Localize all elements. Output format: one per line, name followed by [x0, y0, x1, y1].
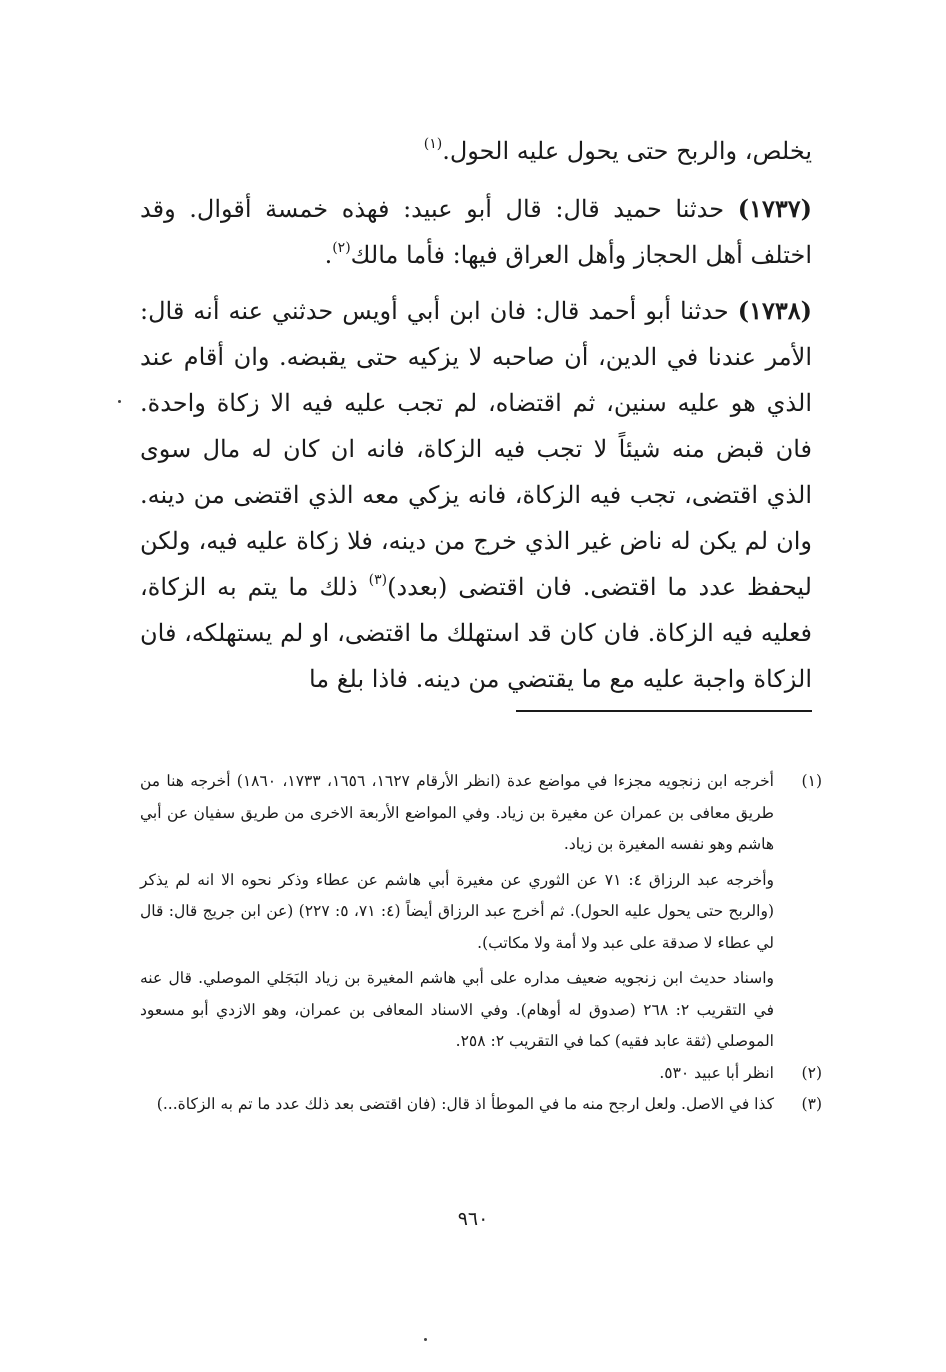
footnote-body — [140, 766, 774, 1058]
footnote-ref-3: (٣) — [368, 572, 388, 588]
paragraph-text: يخلص، والربح حتى يحول عليه الحول. — [442, 137, 812, 165]
paragraph-continuation — [140, 128, 812, 180]
footnote-number: (١) — [801, 772, 822, 790]
page-number: ٩٦٠ — [457, 1208, 489, 1230]
footnote-body — [140, 1089, 774, 1121]
paragraph-text-end: . — [324, 241, 333, 269]
paragraph-1737 — [140, 186, 812, 282]
paragraph-text: حدثنا حميد قال: قال أبو عبيد: فهذه خمسة أقوال. وقد اختلف أهل الحجاز وأهل العراق فيها: فأما مالك — [140, 195, 812, 269]
footnote-3 — [140, 1089, 822, 1121]
footnote-ref-1: (١) — [423, 136, 443, 152]
scan-speck — [424, 1338, 427, 1341]
footnote-paragraph: كذا في الاصل. ولعل ارجح منه ما في الموطأ اذ قال: (فان اقتضى بعد ذلك عدد ما تم به الزكاة...) — [156, 1095, 774, 1113]
footnote-number: (٢) — [801, 1063, 822, 1082]
footnote-1 — [140, 766, 822, 1058]
scan-speck — [118, 400, 121, 403]
hadith-number: (١٧٣٧) — [737, 194, 812, 223]
footnotes — [140, 766, 822, 1121]
paragraph-1738 — [140, 288, 812, 702]
footnote-ref-2: (٢) — [332, 240, 351, 256]
footnote-separator — [516, 710, 812, 712]
footnote-number: (٣) — [801, 1095, 822, 1113]
paragraph-text: حدثنا أبو أحمد قال: فان ابن أبي أويس حدثني عنه أنه قال: الأمر عندنا في الدين، أن صاحبه لا يزكيه حتى يقبضه. وان أقام عند الذي هو عليه سنين، ثم اقتضاه، لم تجب عليه فيه الا زكاة واحدة. فان قبض منه شيئاً لا تجب فيه الزكاة، فانه ان كان له مال سوى الذي اقتضى، تجب فيه الزكاة، فانه يزكي معه الذي اقتضى من دينه. وان لم يكن له ناض غير الذي خرج من دينه، فلا زكاة عليه فيه، ولكن ليحفظ عدد ما اقتضى. فان اقتضى (بعدد) — [140, 297, 812, 601]
paragraph-text-end: ذلك ما يتم به الزكاة، فعليه فيه الزكاة. فان كان قد استهلك ما اقتضى، او لم يستهلكه، فان الزكاة واجبة عليه مع ما يقتضي من دينه. فاذا بلغ ما — [140, 573, 812, 693]
footnote-paragraph: واسناد حديث ابن زنجويه ضعيف مداره على أبي هاشم المغيرة بن زياد البَجَلي الموصلي. قال عنه في التقريب ٢: ٢٦٨ (صدوق له أوهام). وفي الاسناد المعافى بن عمران، وهو الازدي أبو مسعود الموصلي (ثقة عابد فقيه) كما في التقريب ٢: ٢٥٨. — [140, 969, 774, 1050]
footnote-body — [140, 1058, 774, 1090]
footnote-paragraph: أخرجه ابن زنجويه مجزءا في مواضع عدة (انظر الأرقام ١٦٢٧، ١٦٥٦، ١٧٣٣، ١٨٦٠) أخرجه هنا من طريق معافى بن عمران عن مغيرة بن زياد. وفي المواضع الأربعة الاخرى من طريق سفيان عن أبي هاشم وهو نفسه المغيرة بن زياد. — [140, 772, 774, 853]
footnote-2 — [140, 1058, 822, 1090]
main-text — [140, 128, 812, 702]
footnote-paragraph: وأخرجه عبد الرزاق ٤: ٧١ عن الثوري عن مغيرة أبي هاشم عن عطاء وذكر نحوه الا انه لم يذكر (والربح حتى يحول عليه الحول). ثم أخرج عبد الرزاق أيضاً (٤: ٧١، ٥: ٢٢٧) (عن ابن جريج قال: قال لي عطاء لا صدقة على عبد ولا أمة ولا مكاتب). — [140, 870, 775, 952]
hadith-number: (١٧٣٨) — [737, 296, 812, 325]
footnote-paragraph: انظر أبا عبيد ٥٣٠. — [659, 1063, 774, 1082]
